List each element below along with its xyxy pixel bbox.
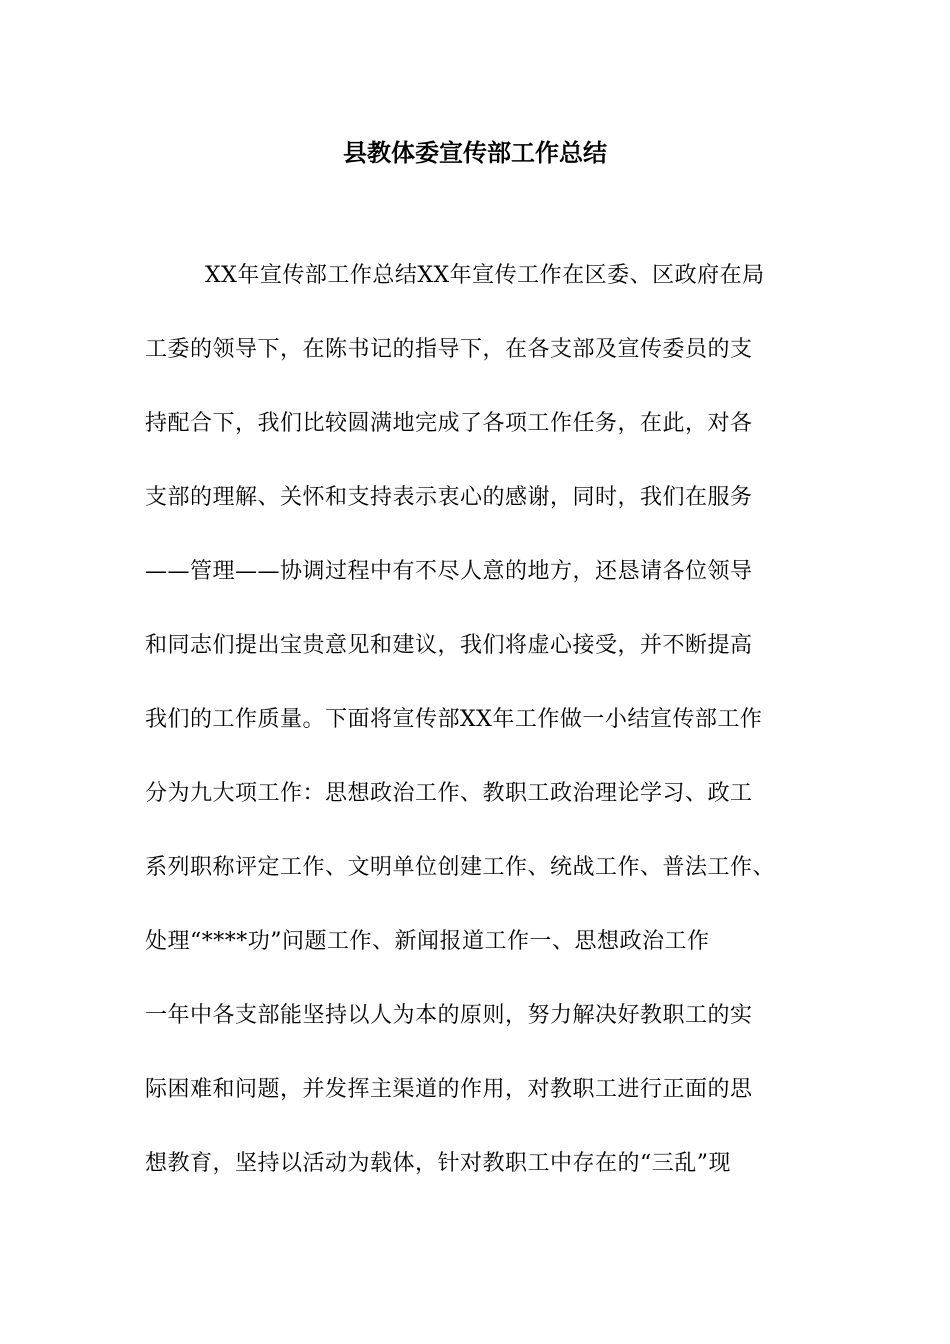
paragraph-line: 支部的理解、关怀和支持表示衷心的感谢，同时，我们在服务 [145, 485, 753, 510]
paragraph-line: 和同志们提出宝贵意见和建议，我们将虚心接受，并不断提高 [145, 633, 753, 658]
paragraph-line: 分为九大项工作：思想政治工作、教职工政治理论学习、政工 [145, 781, 753, 806]
paragraph-line: 际困难和问题，并发挥主渠道的作用，对教职工进行正面的思 [145, 1077, 753, 1102]
paragraph-line: 系列职称评定工作、文明单位创建工作、统战工作、普法工作、 [145, 855, 776, 880]
paragraph-line: 想教育，坚持以活动为载体，针对教职工中存在的“三乱”现 [145, 1151, 731, 1176]
paragraph-line: XX年宣传部工作总结XX年宣传工作在区委、区政府在局 [205, 263, 765, 288]
paragraph-line: 持配合下，我们比较圆满地完成了各项工作任务，在此，对各 [145, 411, 753, 436]
paragraph-line: 我们的工作质量。下面将宣传部XX年工作做一小结宣传部工作 [145, 707, 763, 732]
document-title: 县教体委宣传部工作总结 [343, 138, 607, 167]
paragraph-line: 处理“****功”问题工作、新闻报道工作一、思想政治工作 [145, 929, 710, 954]
paragraph-line: 一年中各支部能坚持以人为本的原则，努力解决好教职工的实 [145, 1003, 753, 1028]
paragraph-line: 工委的领导下，在陈书记的指导下，在各支部及宣传委员的支 [145, 337, 753, 362]
document-body [145, 258, 825, 1220]
paragraph-line: ——管理——协调过程中有不尽人意的地方，还恳请各位领导 [145, 559, 753, 584]
